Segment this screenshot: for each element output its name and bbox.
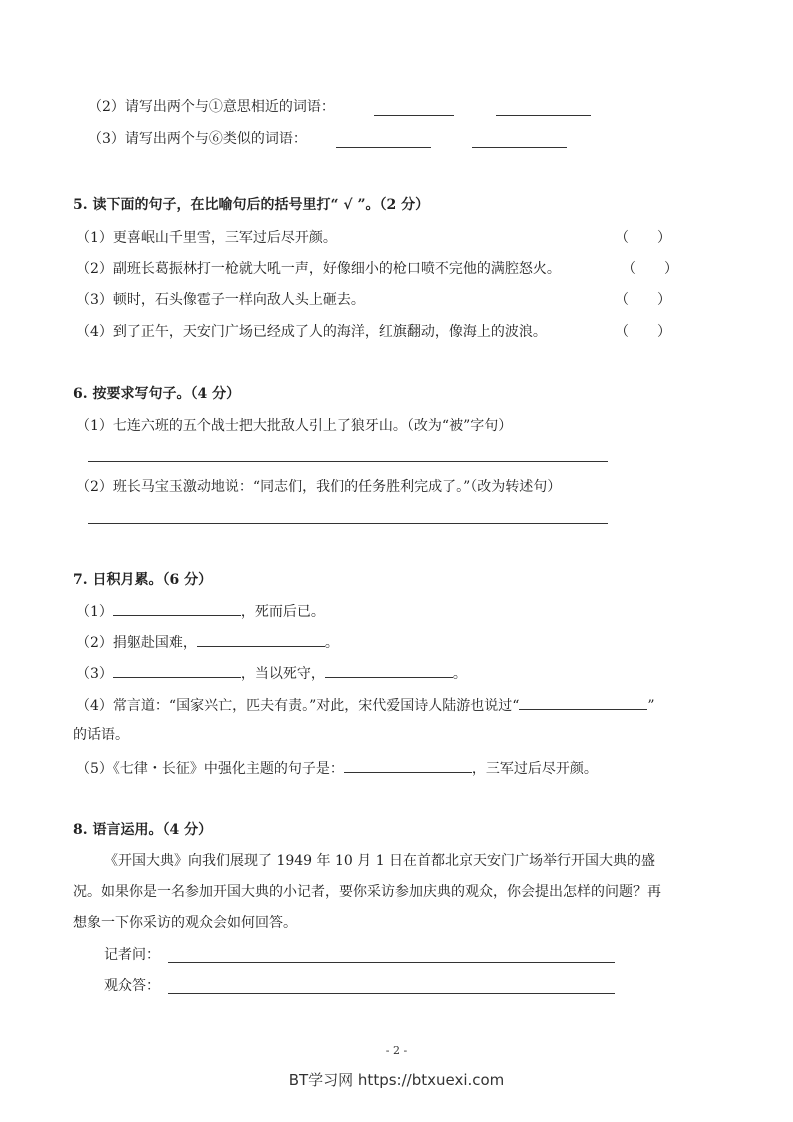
q6-item-2: （2）班长马宝玉激动地说：“同志们，我们的任务胜利完成了。”（改为转述句） (76, 479, 562, 495)
answer-line[interactable] (88, 523, 608, 524)
audience-answer-line[interactable] (168, 993, 615, 994)
answer-blank[interactable] (472, 147, 567, 148)
q5-title: 5. 读下面的句子，在比喻句后的括号里打“ √ ”。（2 分） (73, 197, 430, 213)
q8-paragraph-line-1: 《开国大典》向我们展现了 1949 年 10 月 1 日在首都北京天安门广场举行开国大典的盛 (104, 853, 656, 869)
site-watermark: BT学习网 https://btxuexi.com (288, 1071, 505, 1089)
answer-paren[interactable]: （ ） (615, 230, 671, 246)
q8-paragraph-line-3: 想象一下你采访的观众会如何回答。 (73, 915, 297, 931)
q4-item-2: （2）请写出两个与①意思相近的词语： (88, 99, 335, 115)
answer-blank[interactable] (496, 115, 591, 116)
answer-line[interactable] (88, 461, 608, 462)
answer-blank[interactable] (113, 663, 241, 678)
answer-blank[interactable] (519, 695, 647, 710)
answer-blank[interactable] (336, 147, 431, 148)
q7-item-5: （5）《七律・长征》中强化主题的句子是： ，三军过后尽开颜。 (76, 758, 598, 779)
audience-label: 观众答： (104, 978, 160, 994)
q7-item-1: （1） ，死而后已。 (76, 601, 325, 622)
page-number: - 2 - (385, 1044, 408, 1057)
q6-item-1: （1）七连六班的五个战士把大批敌人引上了狼牙山。（改为“被”字句） (76, 418, 513, 434)
q7-item-4-cont: 的话语。 (73, 727, 129, 743)
q8-paragraph-line-2: 况。如果你是一名参加开国大典的小记者，要你采访参加庆典的观众，你会提出怎样的问题？再 (73, 884, 661, 900)
reporter-answer-line[interactable] (168, 962, 615, 963)
answer-blank[interactable] (197, 632, 325, 647)
q7-item-2: （2）捐躯赴国难， 。 (76, 632, 339, 653)
answer-blank[interactable] (344, 758, 472, 773)
q6-title: 6. 按要求写句子。（4 分） (73, 386, 241, 402)
q7-title: 7. 日积月累。（6 分） (73, 572, 213, 588)
q7-item-3: （3） ，当以死守， 。 (76, 663, 467, 684)
answer-paren[interactable]: （ ） (622, 261, 678, 277)
answer-paren[interactable]: （ ） (615, 292, 671, 308)
answer-paren[interactable]: （ ） (615, 324, 671, 340)
q7-item-4: （4）常言道：“国家兴亡，匹夫有责。”对此，宋代爱国诗人陆游也说过“ ” (76, 695, 655, 716)
q5-item-1: （1）更喜岷山千里雪，三军过后尽开颜。 (76, 230, 337, 246)
q8-title: 8. 语言运用。（4 分） (73, 822, 213, 838)
answer-blank[interactable] (325, 663, 453, 678)
q5-item-4: （4）到了正午，天安门广场已经成了人的海洋，红旗翻动，像海上的波浪。 (76, 324, 547, 340)
reporter-label: 记者问： (104, 947, 160, 963)
q4-item-3: （3）请写出两个与⑥类似的词语： (88, 131, 307, 147)
q5-item-2: （2）副班长葛振林打一枪就大吼一声，好像细小的枪口喷不完他的满腔怒火。 (76, 261, 561, 277)
q5-item-3: （3）顿时，石头像雹子一样向敌人头上砸去。 (76, 292, 365, 308)
answer-blank[interactable] (374, 115, 454, 116)
answer-blank[interactable] (113, 601, 241, 616)
